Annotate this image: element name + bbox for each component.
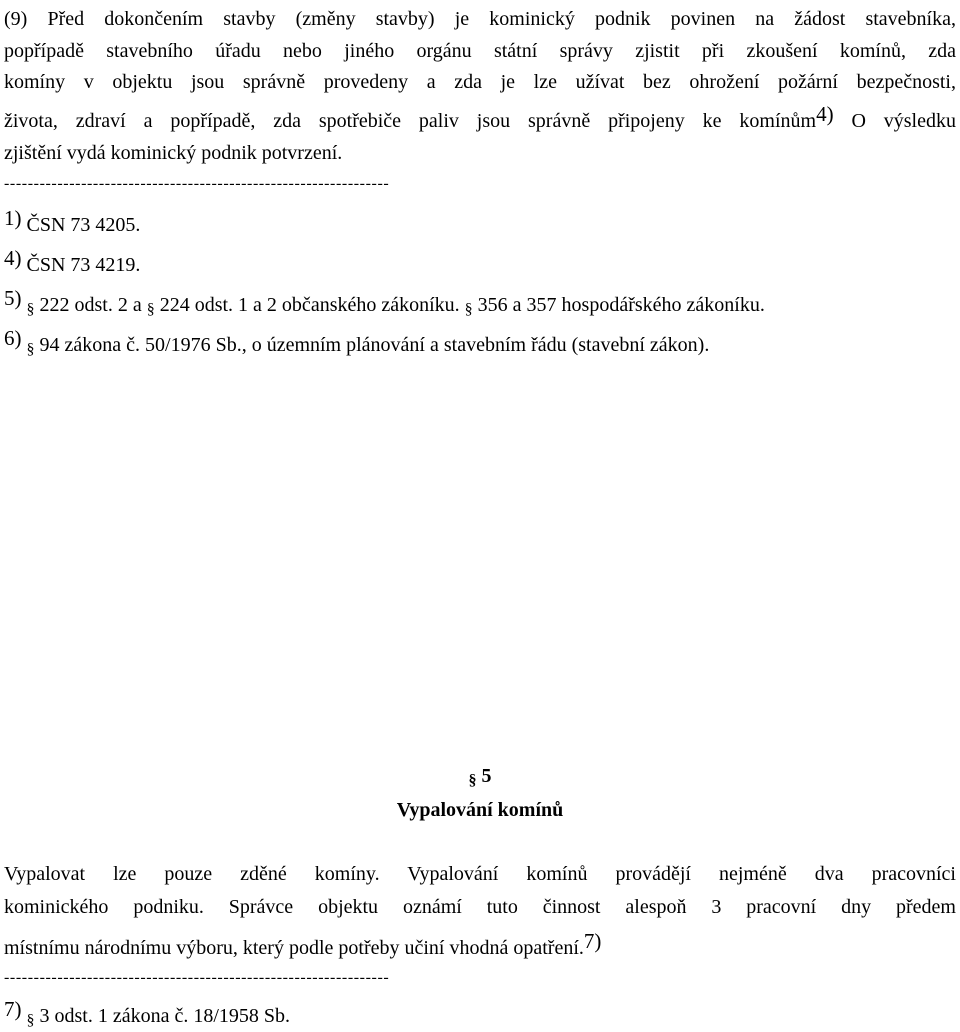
footnote-1 <box>4 206 141 237</box>
footnote-text: 356 a 357 hospodářského zákoníku. <box>472 294 765 316</box>
footnote-mark: 1) <box>4 206 22 230</box>
para9-line-2: popřípadě stavebního úřadu nebo jiného orgánu státní správy zjistit při zkoušení komínů, zda <box>4 40 956 62</box>
footnote-7 <box>4 997 291 1029</box>
footnote-text: 3 odst. 1 zákona č. 18/1958 Sb. <box>34 1005 291 1027</box>
para9-line-4-tail: O výsledku <box>833 110 956 132</box>
footnote-mark: 7) <box>4 997 22 1021</box>
footnote-mark: 4) <box>4 246 22 270</box>
footnote-ref-4[interactable]: 4) <box>816 102 834 126</box>
section-sign-icon: § <box>468 772 477 789</box>
footnote-mark: 6) <box>4 326 22 350</box>
section-sign-icon: § <box>146 301 155 318</box>
section-number-text: 5 <box>476 765 492 787</box>
section-sign-icon: § <box>26 1012 35 1029</box>
para9-line-3: komíny v objektu jsou správně provedeny a zda je lze užívat bez ohrožení požární bezpečnosti, <box>4 71 956 93</box>
section-sign-icon: § <box>464 301 473 318</box>
section-number <box>0 765 960 788</box>
section-sign-icon: § <box>26 301 35 318</box>
footnote-mark: 5) <box>4 286 22 310</box>
footnote-separator: ----------------------------------------------------------------- <box>4 175 390 192</box>
footnote-separator: ----------------------------------------------------------------- <box>4 969 390 986</box>
para9-line-1: (9) Před dokončením stavby (změny stavby) je kominický podnik povinen na žádost stavebníka, <box>4 8 956 30</box>
body-line-2: kominického podniku. Správce objektu oznámí tuto činnost alespoň 3 pracovní dny předem <box>4 896 956 918</box>
footnote-4 <box>4 246 141 277</box>
para9-line-4 <box>4 102 956 132</box>
body-line-3 <box>4 929 602 960</box>
section-title: Vypalování komínů <box>396 799 564 821</box>
para9-line-5: zjištění vydá kominický podnik potvrzení. <box>4 142 343 164</box>
footnote-text: ČSN 73 4205. <box>21 214 141 236</box>
footnote-text: 222 odst. 2 a <box>34 294 147 316</box>
footnote-text: 224 odst. 1 a 2 občanského zákoníku. <box>154 294 465 316</box>
footnote-ref-7[interactable]: 7) <box>583 929 602 953</box>
footnote-5 <box>4 286 765 318</box>
body-line-3-text: místnímu národnímu výboru, který podle potřeby učiní vhodná opatření. <box>4 937 584 959</box>
section-sign-icon: § <box>26 341 35 358</box>
footnote-text: 94 zákona č. 50/1976 Sb., o územním plánování a stavebním řádu (stavební zákon). <box>34 334 710 356</box>
para9-line-4-text: života, zdraví a popřípadě, zda spotřebiče paliv jsou správně připojeny ke komínům <box>4 110 817 132</box>
footnote-6 <box>4 326 710 358</box>
body-line-1: Vypalovat lze pouze zděné komíny. Vypalování komínů provádějí nejméně dva pracovníci <box>4 863 956 885</box>
footnote-text: ČSN 73 4219. <box>21 254 141 276</box>
